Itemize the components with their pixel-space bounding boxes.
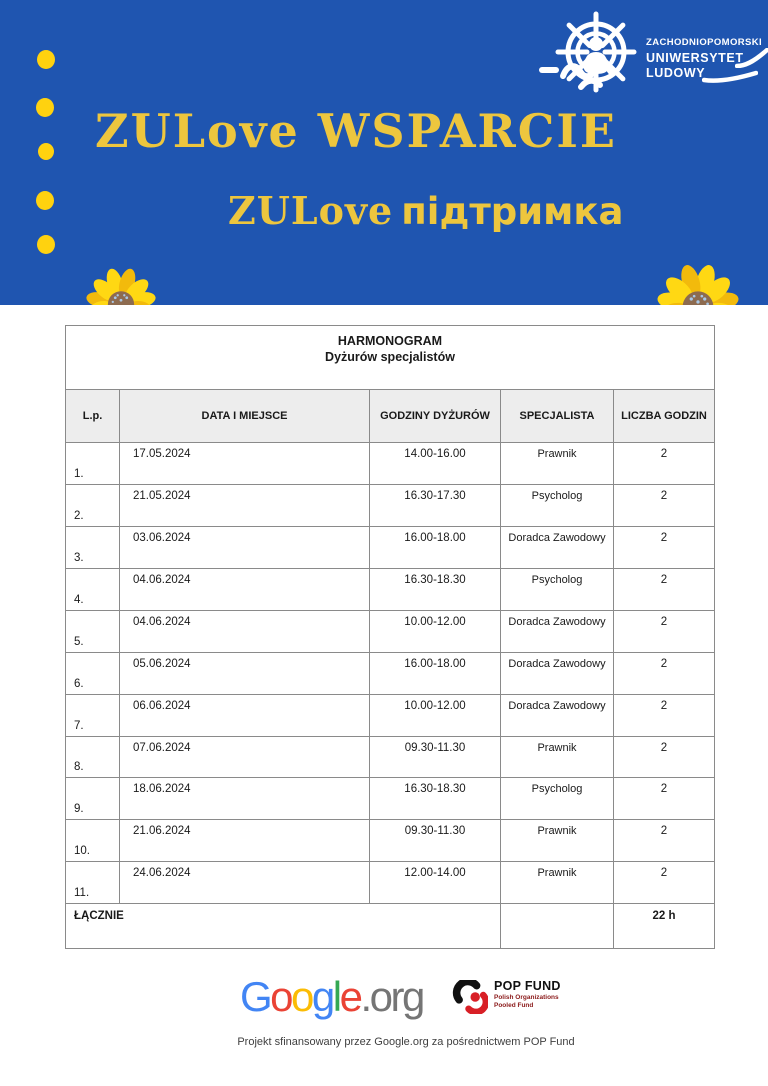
row-date: 07.06.2024 — [133, 742, 191, 754]
cell-lp — [66, 737, 120, 777]
row-date: 21.06.2024 — [133, 825, 191, 837]
cell-hours — [370, 611, 501, 652]
cell-lp — [66, 695, 120, 736]
row-hours: 14.00-16.00 — [404, 448, 466, 460]
cell-hours — [370, 737, 501, 777]
row-specialist: Psycholog — [531, 574, 583, 586]
cell-date — [120, 820, 370, 861]
row-date: 18.06.2024 — [133, 783, 191, 795]
cell-hours — [370, 569, 501, 610]
funding-caption: Projekt sfinansowany przez Google.org za pośrednictwem POP Fund — [237, 1036, 575, 1048]
col-header-count: LICZBA GODZIN — [621, 410, 707, 422]
row-number: 7. — [74, 720, 84, 732]
row-specialist: Prawnik — [537, 825, 577, 837]
summary-total: 22 h — [652, 910, 676, 922]
cell-date — [120, 778, 370, 819]
popfund-mark-icon — [452, 980, 488, 1014]
row-hours: 16.00-18.00 — [404, 532, 466, 544]
cell-specialist — [501, 695, 614, 736]
cell-specialist — [501, 611, 614, 652]
google-letter: o — [291, 973, 312, 1020]
subtitle-latin: ZULove — [228, 188, 394, 233]
popfund-logo — [452, 980, 561, 1014]
cell-date — [120, 443, 370, 484]
table-title-line2: Dyżurów specjalistów — [325, 350, 455, 364]
decor-dot — [36, 98, 54, 117]
col-header-hours: GODZINY DYŻURÓW — [370, 390, 501, 442]
table-row — [66, 695, 714, 737]
sunflower-icon — [650, 248, 746, 305]
table-row — [66, 485, 714, 527]
row-count: 2 — [660, 658, 668, 670]
google-org-suffix: .org — [360, 973, 423, 1020]
row-count: 2 — [660, 867, 668, 879]
schedule-table — [65, 325, 715, 949]
table-row — [66, 820, 714, 862]
cell-count — [614, 695, 714, 736]
row-specialist: Prawnik — [537, 742, 577, 754]
popfund-sub2: Pooled Fund — [494, 1002, 534, 1009]
cell-specialist — [501, 653, 614, 694]
cell-count — [614, 611, 714, 652]
row-date: 06.06.2024 — [133, 700, 191, 712]
cell-lp — [66, 862, 120, 903]
cell-lp — [66, 653, 120, 694]
cell-hours — [370, 527, 501, 568]
col-header-specialist: SPECJALISTA — [501, 390, 614, 442]
row-hours: 12.00-14.00 — [404, 867, 466, 879]
subtitle-cyrillic: підтримка — [401, 190, 624, 233]
table-title-line1: HARMONOGRAM — [337, 334, 443, 348]
cell-hours — [370, 443, 501, 484]
popfund-name: POP FUND — [494, 979, 561, 993]
cell-specialist — [501, 569, 614, 610]
google-letter: o — [270, 973, 292, 1020]
row-number: 11. — [74, 887, 90, 899]
row-count: 2 — [660, 742, 668, 754]
cell-count — [614, 527, 714, 568]
cell-lp — [66, 569, 120, 610]
row-hours: 10.00-12.00 — [404, 616, 466, 628]
table-row — [66, 736, 714, 778]
row-count: 2 — [660, 574, 668, 586]
row-count: 2 — [660, 700, 668, 712]
cell-lp — [66, 611, 120, 652]
university-logo — [536, 8, 764, 104]
cell-date — [120, 862, 370, 903]
cell-count — [614, 569, 714, 610]
row-date: 17.05.2024 — [133, 448, 191, 460]
google-letter: G — [240, 973, 271, 1020]
row-hours: 16.30-17.30 — [404, 490, 466, 502]
cell-hours — [370, 653, 501, 694]
row-specialist: Doradca Zawodowy — [508, 700, 606, 712]
cell-lp — [66, 485, 120, 526]
cell-count — [614, 737, 714, 777]
popfund-text — [494, 980, 561, 1010]
cell-lp — [66, 443, 120, 484]
summary-label: ŁĄCZNIE — [66, 904, 501, 948]
cell-hours — [370, 778, 501, 819]
sunflower-icon — [80, 252, 162, 305]
row-specialist: Psycholog — [531, 490, 583, 502]
cell-date — [120, 527, 370, 568]
cell-date — [120, 653, 370, 694]
org-line1: ZACHODNIOPOMORSKI — [646, 37, 763, 48]
cell-count — [614, 820, 714, 861]
row-number: 5. — [74, 636, 84, 648]
cell-date — [120, 695, 370, 736]
row-specialist: Prawnik — [537, 448, 577, 460]
cell-count — [614, 653, 714, 694]
cell-hours — [370, 695, 501, 736]
row-date: 21.05.2024 — [133, 490, 191, 502]
row-specialist: Psycholog — [531, 783, 583, 795]
hero-banner — [0, 0, 768, 305]
org-line3: LUDOWY — [646, 66, 706, 80]
cell-count — [614, 443, 714, 484]
subtitle — [228, 188, 624, 233]
cell-lp — [66, 778, 120, 819]
table-row — [66, 611, 714, 653]
row-number: 3. — [74, 552, 84, 564]
row-number: 8. — [74, 761, 84, 773]
cell-specialist — [501, 527, 614, 568]
ship-wheel-icon — [536, 8, 644, 100]
cell-count — [614, 485, 714, 526]
table-row — [66, 653, 714, 695]
row-count: 2 — [660, 490, 668, 502]
row-hours: 16.00-18.00 — [404, 658, 466, 670]
row-count: 2 — [660, 532, 668, 544]
row-specialist: Doradca Zawodowy — [508, 658, 606, 670]
cell-date — [120, 485, 370, 526]
google-wordmark — [240, 973, 360, 1020]
row-count: 2 — [660, 616, 668, 628]
row-specialist: Doradca Zawodowy — [508, 532, 606, 544]
org-line2: UNIWERSYTET — [646, 50, 744, 65]
row-number: 6. — [74, 678, 84, 690]
row-number: 4. — [74, 594, 84, 606]
cell-hours — [370, 820, 501, 861]
decor-dot — [38, 143, 54, 160]
row-number: 1. — [74, 468, 84, 480]
table-row — [66, 443, 714, 485]
decor-dot — [37, 50, 55, 69]
table-body — [66, 443, 714, 904]
row-date: 03.06.2024 — [133, 532, 191, 544]
row-count: 2 — [660, 783, 668, 795]
row-specialist: Prawnik — [537, 867, 577, 879]
row-hours: 16.30-18.30 — [404, 574, 466, 586]
col-header-lp: L.p. — [66, 390, 120, 442]
table-row — [66, 527, 714, 569]
google-org-logo — [240, 973, 423, 1020]
row-date: 04.06.2024 — [133, 574, 191, 586]
row-number: 2. — [74, 510, 84, 522]
main-title: ZULove WSPARCIE — [95, 104, 617, 158]
row-count: 2 — [660, 448, 668, 460]
row-date: 05.06.2024 — [133, 658, 191, 670]
row-date: 24.06.2024 — [133, 867, 191, 879]
row-count: 2 — [660, 825, 668, 837]
table-row — [66, 862, 714, 904]
wave-swoosh-icon — [735, 48, 768, 68]
cell-specialist — [501, 778, 614, 819]
cell-lp — [66, 527, 120, 568]
table-row — [66, 778, 714, 820]
google-letter: e — [339, 973, 361, 1020]
cell-specialist — [501, 485, 614, 526]
summary-empty-cell — [501, 904, 614, 948]
cell-lp — [66, 820, 120, 861]
cell-date — [120, 737, 370, 777]
cell-specialist — [501, 443, 614, 484]
cell-count — [614, 862, 714, 903]
cell-count — [614, 778, 714, 819]
decor-dot — [37, 235, 55, 254]
cell-specialist — [501, 737, 614, 777]
cell-specialist — [501, 862, 614, 903]
row-specialist: Doradca Zawodowy — [508, 616, 606, 628]
cell-hours — [370, 862, 501, 903]
col-header-date: DATA I MIEJSCE — [120, 390, 370, 442]
row-hours: 09.30-11.30 — [404, 825, 466, 837]
row-hours: 16.30-18.30 — [404, 783, 466, 795]
table-summary-row — [66, 904, 714, 948]
cell-date — [120, 569, 370, 610]
row-hours: 09.30-11.30 — [404, 742, 466, 754]
cell-specialist — [501, 820, 614, 861]
table-row — [66, 569, 714, 611]
table-title — [66, 326, 714, 390]
popfund-sub1: Polish Organizations — [494, 993, 559, 1001]
row-number: 9. — [74, 803, 84, 815]
cell-hours — [370, 485, 501, 526]
google-letter: l — [332, 973, 340, 1020]
row-date: 04.06.2024 — [133, 616, 191, 628]
table-header-row — [66, 390, 714, 443]
google-letter: g — [311, 973, 333, 1020]
cell-date — [120, 611, 370, 652]
row-hours: 10.00-12.00 — [404, 700, 466, 712]
decor-dot — [36, 191, 54, 210]
row-number: 10. — [74, 845, 90, 857]
wave-swoosh-icon — [702, 70, 758, 84]
